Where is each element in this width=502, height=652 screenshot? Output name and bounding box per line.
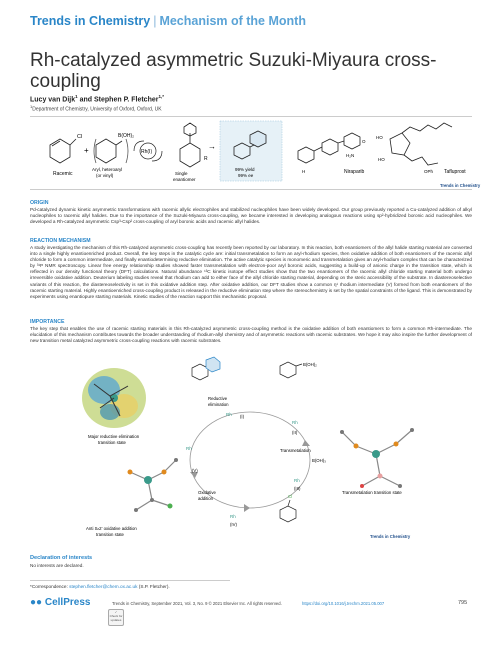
- reductive-step-label: Reductive: [208, 396, 228, 401]
- rh-intermediate-bottom: Rh: [230, 514, 236, 519]
- journal-name: Trends in Chemistry: [30, 14, 151, 28]
- importance-text: The key step that enables the use of racemic starting materials in this Rh-catalyzed asymmetric cross-coupling method is the oxidative addition of both enantiomers to form a common Rh-intermediate. The elucidation of this mechanism contributes towards the broader understanding of rhodium-allyl chemistry and of asymmetric reactions with racemic substrates. We hope it may also inspire the further development of new transition metal catalyzed asymmetric cross-coupling reactions with racemic substrates.: [30, 326, 472, 344]
- author-list: [30, 94, 164, 103]
- rh-intermediate-bottom-right: Rh: [294, 478, 300, 483]
- transmetalation-step-label: Transmetalation: [280, 448, 311, 453]
- chloride-label: Cl: [77, 134, 83, 140]
- example-box: [220, 121, 282, 181]
- carbonyl-o: O: [362, 139, 366, 144]
- check-updates-icon: ✓: [114, 610, 118, 614]
- cycle-boh2-label: B(OH)₂: [303, 362, 317, 367]
- header-separator: |: [153, 14, 157, 28]
- author-1: Lucy van Dijk: [30, 96, 76, 104]
- footer-doi-link[interactable]: https://doi.org/10.1016/j.trechm.2021.05.007: [302, 601, 385, 606]
- tafluprost-label: Tafluprost: [444, 169, 466, 175]
- origin-heading: ORIGIN: [30, 200, 49, 206]
- roman-i: (I): [240, 414, 245, 419]
- boh3-label: B(OH)₃: [312, 458, 326, 463]
- allyl-chloride-structure: [50, 139, 76, 163]
- cycle-allyl-chloride-structure: [280, 500, 296, 522]
- nh2-label: H₂N: [346, 153, 355, 158]
- correspondence-email-link[interactable]: stephen.fletcher@chem.ox.ac.uk: [69, 584, 138, 589]
- check-updates-label: Check for updates: [109, 614, 123, 622]
- affiliation-text: Department of Chemistry, University of Oxford, Oxford, UK: [32, 106, 162, 113]
- catalytic-cycle-svg: [80, 360, 425, 542]
- author-2: Stephen P. Fletcher: [94, 96, 159, 104]
- author-joiner: and: [79, 96, 93, 104]
- catalyst-label: Rh(I): [141, 149, 153, 155]
- single-enantiomer-label: Single: [175, 171, 188, 176]
- figure2-credit: Trends in Chemistry: [370, 534, 411, 539]
- roman-v: (V): [192, 468, 198, 473]
- reaction-scheme-figure: [30, 116, 481, 190]
- aryl-boronic-acid-structure: [94, 139, 128, 163]
- aryl-label-2: (or vinyl): [96, 173, 114, 178]
- cellpress-logo: ●● CellPress: [30, 597, 91, 608]
- page-number: 795: [458, 600, 468, 606]
- r-label: R: [204, 156, 208, 162]
- rh-intermediate-right: Rh: [292, 420, 298, 425]
- affiliation-sup: 1: [30, 104, 33, 109]
- ee-label: 99% ee: [238, 173, 254, 178]
- transmetalation-ts-model: [340, 428, 414, 488]
- author-1-sup: 1: [75, 94, 78, 99]
- check-updates-badge[interactable]: [108, 609, 124, 626]
- affiliation: [30, 104, 162, 113]
- reductive-step-label-2: elimination: [208, 402, 229, 407]
- footer-citation: Trends in Chemistry, September 2021, Vol. 3, No. 9 © 2021 Elsevier Inc. All rights reserved.: [112, 601, 282, 606]
- rh-intermediate-top: Rh: [226, 412, 232, 417]
- rh-intermediate-left: Rh: [186, 446, 192, 451]
- anti-ts-label-2: transition state: [96, 532, 124, 537]
- oxidative-step-label-2: addition: [198, 496, 214, 501]
- origin-text: Pd-catalyzed dynamic kinetic asymmetric transformations with racemic allylic electrophiles and stabilized nucleophiles have been widely developed. Our group previously reported a Cu-catalyzed addition of alkyl nucleophiles to racemic allyl halides. Due to the importance of the Suzuki-Miyaura cross-coupling, we became interested in developing analogous reactions using sp²-hybridized boronic acid nucleophiles. We developed a Rh-catalyzed asymmetric Csp³-Csp² cross-coupling of aryl boronic acids and racemic allyl halides.: [30, 207, 472, 225]
- cellpress-logo-text: CellPress: [44, 597, 91, 608]
- niraparib-structure: [298, 133, 360, 163]
- oxidative-addition-ts-model: [128, 458, 179, 512]
- aryl-label: Aryl, heteroaryl: [92, 167, 123, 172]
- racemic-label: Racemic: [53, 171, 73, 177]
- boronic-acid-label: B(OH)₂: [118, 133, 135, 139]
- yield-label: 99% yield: [235, 167, 255, 172]
- declaration-heading: Declaration of interests: [30, 555, 93, 561]
- major-ts-label-2: transition state: [98, 440, 126, 445]
- article-title: Rh-catalyzed asymmetric Suzuki-Miyaura cross-coupling: [30, 50, 437, 92]
- tafluprost-oh-2: HO: [378, 157, 385, 162]
- roman-iii: (III): [294, 486, 301, 491]
- tafluprost-oh-1: HO: [376, 135, 383, 140]
- single-enantiomer-label-2: enantiomer: [173, 177, 196, 182]
- page-footer: [30, 597, 472, 622]
- journal-header: [30, 14, 306, 28]
- roman-ii: (II): [292, 430, 298, 435]
- correspondence-label: *Correspondence:: [30, 584, 68, 589]
- plus-sign: +: [84, 146, 89, 155]
- niraparib-nh: H: [302, 169, 306, 174]
- author-2-sup: 1,*: [158, 94, 164, 99]
- transmetalation-ts-label: Transmetalation transition state: [342, 490, 402, 495]
- tafluprost-structure: [390, 123, 452, 165]
- cycle-boronic-acid-structure: [280, 362, 302, 378]
- catalytic-cycle-figure: [80, 360, 425, 542]
- oph-label: OPh: [424, 169, 434, 174]
- mechanism-text: A study investigating the mechanism of this Rh-catalyzed asymmetric cross-coupling has recently been reported by our laboratory. In this reaction, both enantiomers of the allyl halide starting material are converted into a single highly enantioenriched product. Overall, the key steps in the catalytic cycle are: initial transmetalation to form an aryl-rhodium species, then oxidative addition of both enantiomers of the racemic allyl chloride to form a common intermediate, and finally enantiodetermining reductive elimination. The active catalytic species is monomeric and transmetalation gives an aryl-rhodium complex that can be characterized by ³¹P NMR spectroscopy. Linear free energy relationship studies showed faster transmetalation with electron-poor aryl boronic acids, suggesting a build-up of anionic charge in the transition state, which is reflected in our density functional theory (DFT) calculations. Natural abundance ¹³C kinetic isotope effect studies show that the two enantiomers of the racemic allyl chloride starting material both undergo irreversible oxidative addition. Deuterium labeling studies reveal that rhodium can add to either face of the allyl chloride starting material, depending on the steric accessibility of the substrate. In diastereoselective variants of this reaction, the diastereoselectivity is set in this oxidative addition step. After oxidative addition, our DFT studies show a common η¹ rhodium intermediate (V) formed from both enantiomers of the racemic starting material. Highly enantioenriched cross-coupling product is released in the reductive elimination step where the stereochemistry is set by the spatial constraints of the ligand. This is demonstrated by experiments using enantiopure starting materials. Kinetic studies of the reaction support this mechanistic proposal.: [30, 245, 472, 299]
- correspondence: [30, 580, 230, 589]
- reductive-elimination-ts-model: [82, 368, 146, 428]
- oxidative-step-label: Oxidative: [198, 490, 216, 495]
- roman-iv: (IV): [230, 522, 237, 527]
- correspondence-name: (S.P. Fletcher).: [138, 584, 170, 589]
- arrow-right: →: [208, 142, 216, 151]
- section-name: Mechanism of the Month: [159, 14, 306, 28]
- declaration-text: No interests are declared.: [30, 563, 84, 568]
- anti-ts-label: Anti Sₙ2' oxidative addition: [86, 526, 137, 531]
- reaction-scheme-svg: [30, 117, 481, 189]
- importance-heading: IMPORTANCE: [30, 319, 65, 325]
- product-structure: [180, 123, 200, 167]
- major-ts-label: Major reductive elimination: [88, 434, 140, 439]
- chloride-green-label: Cl: [288, 494, 293, 499]
- figure1-credit: Trends in Chemistry: [440, 183, 481, 188]
- mechanism-heading: REACTION MECHANISM: [30, 238, 91, 244]
- cycle-product-structure: [192, 357, 220, 380]
- niraparib-label: Niraparib: [344, 169, 365, 175]
